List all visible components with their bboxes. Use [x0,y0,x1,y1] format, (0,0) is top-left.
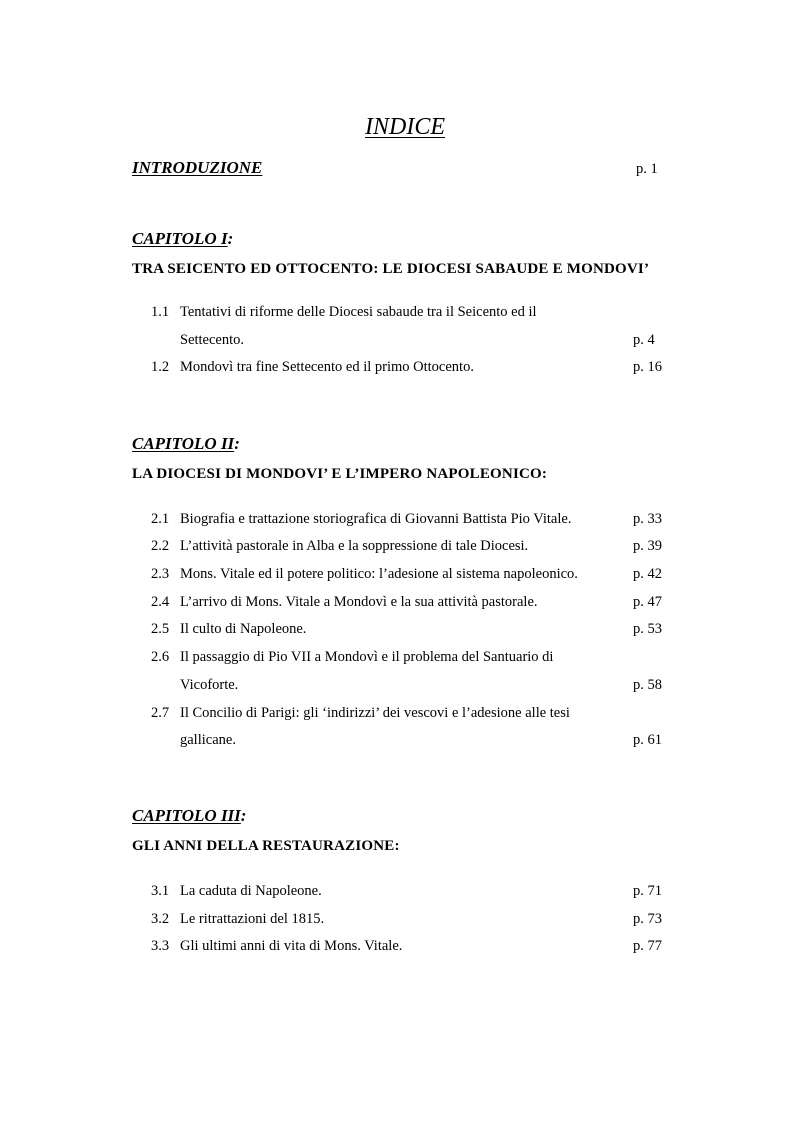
section-title: Mons. Vitale ed il potere politico: l’adesione al sistema napoleonico. [180,566,578,582]
section-page: p. 33 [633,511,662,527]
section-title: Il Concilio di Parigi: gli ‘indirizzi’ dei vescovi e l’adesione alle tesi [180,705,570,721]
section-page: p. 53 [633,621,662,637]
section-page: p. 73 [633,911,662,927]
chapter-1-heading [132,229,233,249]
introduction-heading: INTRODUZIONE [132,158,263,177]
section-number: 2.5 [151,621,170,637]
section-title-continued: Settecento. [180,332,245,348]
section-title-continued: gallicane. [180,732,236,748]
section-page: p. 39 [633,538,662,554]
section-page: p. 61 [633,732,662,748]
section-number: 2.2 [151,538,170,554]
chapter-3-heading [132,806,246,826]
section-page: p. 42 [633,566,662,582]
section-number: 3.2 [151,911,170,927]
chapter-3-subtitle: GLI ANNI DELLA RESTAURAZIONE: [132,838,400,854]
section-number: 1.2 [151,359,170,375]
section-title: L’attività pastorale in Alba e la soppressione di tale Diocesi. [180,538,529,554]
section-title: La caduta di Napoleone. [180,883,322,899]
section-title: Gli ultimi anni di vita di Mons. Vitale. [180,938,403,954]
section-title: L’arrivo di Mons. Vitale a Mondovì e la sua attività pastorale. [180,594,538,610]
section-page: p. 47 [633,594,662,610]
section-title: Tentativi di riforme delle Diocesi sabaude tra il Seicento ed il [180,304,537,320]
chapter-3-label: CAPITOLO III [132,806,241,825]
chapter-2-label: CAPITOLO II [132,434,235,453]
chapter-2-colon: : [234,434,240,453]
chapter-1-colon: : [227,229,234,248]
chapter-2-heading [132,434,240,454]
chapter-1-label: CAPITOLO I [132,229,228,248]
section-page: p. 71 [633,883,662,899]
section-title: Le ritrattazioni del 1815. [180,911,325,927]
section-number: 2.6 [151,649,170,665]
introduction-page: p. 1 [636,161,658,177]
section-title: Biografia e trattazione storiografica di Giovanni Battista Pio Vitale. [180,511,572,527]
section-number: 1.1 [151,304,170,320]
section-title: Il passaggio di Pio VII a Mondovì e il problema del Santuario di [180,649,554,665]
section-number: 2.7 [151,705,170,721]
section-page: p. 77 [633,938,662,954]
section-number: 2.1 [151,511,170,527]
page-title: INDICE [365,114,445,140]
section-page: p. 4 [633,332,655,348]
section-number: 3.3 [151,938,170,954]
chapter-3-colon: : [240,806,247,825]
section-title-continued: Vicoforte. [180,677,239,693]
chapter-1-subtitle: TRA SEICENTO ED OTTOCENTO: LE DIOCESI SABAUDE E MONDOVI’ [132,261,650,277]
section-page: p. 16 [633,359,662,375]
section-title: Mondovì tra fine Settecento ed il primo Ottocento. [180,359,474,375]
section-page: p. 58 [633,677,662,693]
section-number: 2.4 [151,594,170,610]
section-number: 3.1 [151,883,170,899]
section-title: Il culto di Napoleone. [180,621,307,637]
chapter-2-subtitle: LA DIOCESI DI MONDOVI’ E L’IMPERO NAPOLEONICO: [132,466,548,482]
section-number: 2.3 [151,566,170,582]
